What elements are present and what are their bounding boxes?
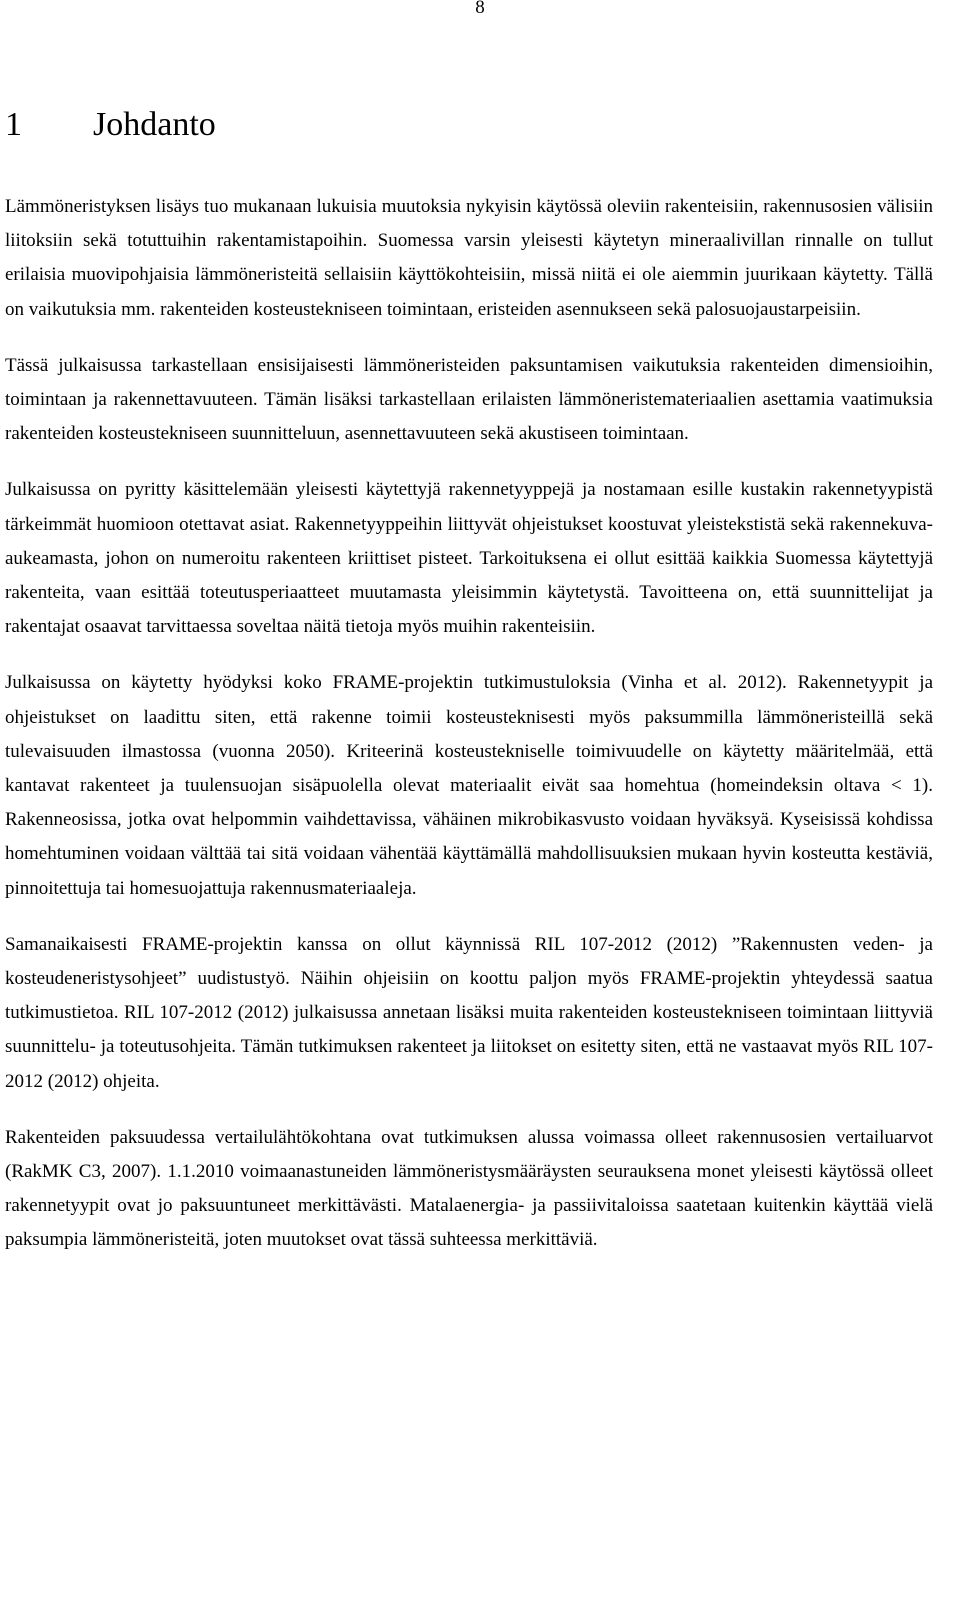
paragraph-3: Julkaisussa on pyritty käsittelemään yleisesti käytettyjä rakennetyyppejä ja nostamaan esille kustakin rakennetyypistä tärkeimmät huomioon otettavat asiat. Rakennetyyppeihin liittyvät ohjeistukset koostuvat yleistekstistä sekä rakennekuva-aukeamasta, johon on numeroitu rakenteen kriittiset pisteet. Tarkoituksena ei ollut esittää kaikkia Suomessa käytettyjä rakenteita, vaan esittää toteutusperiaatteet muutamasta yleisimmin käytetystä. Tavoitteena on, että suunnittelijat ja rakentajat osaavat tarvittaessa soveltaa näitä tietoja myös muihin rakenteisiin. [5, 479, 933, 638]
paragraph-1: Lämmöneristyksen lisäys tuo mukanaan lukuisia muutoksia nykyisin käytössä oleviin rakenteisiin, rakennusosien välisiin liitoksiin sekä totuttuihin rakentamistapoihin. Suomessa varsin yleisesti käytetyn mineraalivillan rinnalle on tullut erilaisia muovipohjaisia lämmöneristeitä sellaisiin käyttökohteisiin, missä niitä ei ole aiemmin juurikaan käytetty. Tällä on vaikutuksia mm. rakenteiden kosteustekniseen toimintaan, eristeiden asennukseen sekä palosuojaustarpeisiin. [5, 196, 933, 320]
chapter-title: Johdanto [93, 106, 216, 143]
page-number: 8 [475, 0, 485, 18]
chapter-heading [5, 103, 216, 147]
chapter-number: 1 [5, 106, 22, 143]
paragraph-2: Tässä julkaisussa tarkastellaan ensisijaisesti lämmöneristeiden paksuntamisen vaikutuksia rakenteiden dimensioihin, toimintaan ja rakennettavuuteen. Tämän lisäksi tarkastellaan erilaisten lämmöneristemateriaalien asettamia vaatimuksia rakenteiden kosteustekniseen suunnitteluun, asennettavuuteen sekä akustiseen toimintaan. [5, 354, 933, 445]
paragraph-5: Samanaikaisesti FRAME-projektin kanssa on ollut käynnissä RIL 107-2012 (2012) ”Rakennusten veden- ja kosteudeneristysohjeet” uudistustyö. Näihin ohjeisiin on koottu paljon myös FRAME-projektin yhteydessä saatua tutkimustietoa. RIL 107-2012 (2012) julkaisussa annetaan lisäksi muita rakenteiden kosteustekniseen toimintaan liittyviä suunnittelu- ja toteutusohjeita. Tämän tutkimuksen rakenteet ja liitokset on esitetty siten, että ne vastaavat myös RIL 107-2012 (2012) ohjeita. [5, 933, 933, 1092]
body-text [5, 190, 933, 1280]
paragraph-6: Rakenteiden paksuudessa vertailulähtökohtana ovat tutkimuksen alussa voimassa olleet rakennusosien vertailuarvot (RakMK C3, 2007). 1.1.2010 voimaanastuneiden lämmöneristysmääräysten seurauksena monet yleisesti käytössä olleet rakennetyypit ovat jo paksuuntuneet merkittävästi. Matalaenergia- ja passiivitaloissa saatetaan kuitenkin käyttää vielä paksumpia lämmöneristeitä, joten muutokset ovat tässä suhteessa merkittäviä. [5, 1126, 933, 1251]
paragraph-4: Julkaisussa on käytetty hyödyksi koko FRAME-projektin tutkimustuloksia (Vinha et al. 2012). Rakennetyypit ja ohjeistukset on laadittu siten, että rakenne toimii kosteusteknisesti myös paksummilla lämmöneristeillä sekä tulevaisuuden ilmastossa (vuonna 2050). Kriteerinä kosteustekniselle toimivuudelle on käytetty määritelmää, että kantavat rakenteet ja tuulensuojan sisäpuolella olevat materiaalit eivät saa homehtua (homeindeksin oltava < 1). Rakenneosissa, jotka ovat helpommin vaihdettavissa, vähäinen mikrobikasvusto voidaan hyväksyä. Kyseisissä kohdissa homehtuminen voidaan välttää tai sitä voidaan vähentää käyttämällä mahdollisuuksien mukaan hyvin kosteutta kestäviä, pinnoitettuja tai homesuojattuja rakennusmateriaaleja. [5, 672, 933, 899]
